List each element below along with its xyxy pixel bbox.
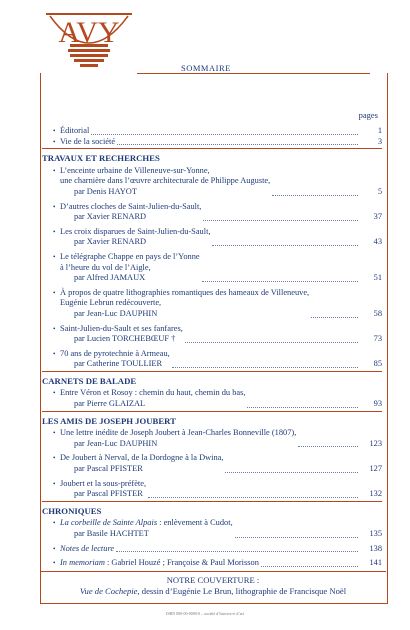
toc-entry-page: 138 <box>369 543 382 553</box>
section-rule <box>42 371 382 372</box>
bullet-icon: • <box>53 252 56 261</box>
toc-entry-text <box>52 349 170 370</box>
toc-entry-text <box>52 202 201 223</box>
toc-entry-author: par Lucien TORCHEBŒUF † <box>74 334 176 344</box>
toc-entry-title-line: Eugénie Lebrun redécouverte, <box>60 298 162 308</box>
toc-entry-text <box>52 558 259 569</box>
leader-dots <box>172 367 358 368</box>
cover-title: NOTRE COUVERTURE : <box>166 575 260 585</box>
toc-entry-text <box>52 388 245 409</box>
toc-entry-author: par Pierre GLAIZAL <box>74 399 146 409</box>
toc-entry-title-line: une charnière dans l’œuvre architecturale de Philippe Auguste, <box>60 176 271 186</box>
leader-dots <box>225 472 358 473</box>
toc-entry-page: 132 <box>369 489 382 499</box>
toc-entry <box>42 324 382 345</box>
toc-entry-text <box>52 227 210 248</box>
toc-entry <box>42 544 382 555</box>
toc-entry-title-line: Une lettre inédite de Joseph Joubert à Jean-Charles Bonneville (1807), <box>60 428 297 438</box>
leader-dots <box>202 281 358 282</box>
toc-entry-italic-title: La corbeille de Sainte Alpais <box>60 518 158 528</box>
bullet-icon: • <box>53 389 56 398</box>
toc-entry-page: 123 <box>369 438 382 448</box>
bullet-icon: • <box>53 288 56 297</box>
section-heading: CARNETS DE BALADE <box>42 375 137 386</box>
bullet-icon: • <box>53 519 56 528</box>
toc-entry-page: 1 <box>377 126 382 135</box>
toc-entry-text <box>52 324 183 345</box>
toc-entry <box>42 388 382 409</box>
leader-dots <box>91 134 358 135</box>
toc-entry-text <box>52 137 115 148</box>
toc-entry <box>42 202 382 223</box>
toc-entry-page: 37 <box>373 212 382 222</box>
section-rule <box>42 411 382 412</box>
toc-entry-title-line: L’enceinte urbaine de Villeneuve-sur-Yonne, <box>60 165 210 175</box>
toc-entry-title-rest: : Gabriel Houzé ; Françoise & Paul Morisson <box>104 558 259 568</box>
page-title: SOMMAIRE <box>178 63 234 73</box>
toc-entry <box>42 558 382 569</box>
leader-dots <box>117 144 358 145</box>
footer-note: ISBN 000-00-0000-0 – société d’histoire et d’art <box>166 611 244 616</box>
bullet-icon: • <box>53 544 56 553</box>
toc-entry-author: par Alfred JAMAUX <box>74 273 146 283</box>
toc-entry-author: par Jean-Luc DAUPHIN <box>74 308 158 318</box>
toc-entry-page: 51 <box>373 273 382 283</box>
section-heading: CHRONIQUES <box>42 505 102 516</box>
toc-entry <box>42 137 382 148</box>
toc-entry-page: 73 <box>373 334 382 344</box>
leader-dots <box>235 537 358 538</box>
toc-entry-author: par Catherine TOULLIER <box>74 359 163 369</box>
leader-dots <box>247 407 358 408</box>
toc-entry-title-line: Les croix disparues de Saint-Julien-du-Sault, <box>60 226 211 236</box>
toc-entry-page: 85 <box>373 359 382 369</box>
toc-entry <box>42 453 382 474</box>
toc-entry-title-line: Saint-Julien-du-Sault et ses fanfares, <box>60 323 183 333</box>
bullet-icon: • <box>53 227 56 236</box>
section-heading: TRAVAUX ET RECHERCHES <box>42 153 160 164</box>
toc-entry <box>42 349 382 370</box>
bullet-icon: • <box>53 137 56 146</box>
toc-entry-title-line: Le télégraphe Chappe en pays de l’Yonne <box>60 251 200 261</box>
table-of-contents <box>42 126 382 569</box>
toc-entry-author: par Xavier RENARD <box>74 237 147 247</box>
cover-caption <box>40 586 386 596</box>
toc-entry-title-line: 70 ans de pyrotechnie à Armeau, <box>60 348 170 358</box>
toc-entry-text <box>52 288 309 320</box>
pages-column-label: pages <box>358 110 378 120</box>
bullet-icon: • <box>53 429 56 438</box>
toc-entry-text <box>52 453 223 474</box>
toc-entry-page: 141 <box>369 558 382 568</box>
toc-entry-page: 43 <box>373 237 382 247</box>
leader-dots <box>185 342 358 343</box>
bullet-icon: • <box>53 202 56 211</box>
toc-entry <box>42 227 382 248</box>
bullet-icon: • <box>53 559 56 568</box>
toc-entry-page: 3 <box>377 136 382 146</box>
toc-entry <box>42 126 382 137</box>
society-logo <box>40 8 138 78</box>
toc-entry <box>42 288 382 320</box>
toc-entry-author: par Basile HACHTET <box>74 529 149 538</box>
toc-entry-text <box>52 428 296 449</box>
toc-entry-page: 5 <box>377 186 382 196</box>
toc-entry-text <box>52 518 233 539</box>
cover-rule <box>40 571 386 572</box>
toc-entry-page: 93 <box>373 399 382 409</box>
section-heading: LES AMIS DE JOSEPH JOUBERT <box>42 415 176 426</box>
leader-dots <box>203 220 358 221</box>
toc-entry-author: par Pascal PFISTER <box>74 464 143 474</box>
toc-entry-title-line: D’autres cloches de Saint-Julien-du-Sault, <box>60 201 202 211</box>
toc-entry-title: Vie de la société <box>60 136 116 146</box>
toc-entry-title-line: De Joubert à Nerval, de la Dordogne à la Dwina, <box>60 453 224 463</box>
svg-text:AVY: AVY <box>58 16 120 49</box>
bullet-icon: • <box>53 454 56 463</box>
toc-entry-title-line: Entre Véron et Rosoy : chemin du haut, chemin du bas, <box>60 388 246 398</box>
leader-dots <box>311 317 358 318</box>
toc-entry <box>42 518 382 539</box>
toc-entry-title-line: à l’heure du vol de l’Aigle, <box>60 262 151 272</box>
toc-entry-text <box>52 166 270 198</box>
leader-dots <box>261 566 358 567</box>
leader-dots <box>212 245 358 246</box>
bullet-icon: • <box>53 324 56 333</box>
bullet-icon: • <box>53 349 56 358</box>
toc-entry-italic-title: Notes de lecture <box>60 543 115 553</box>
toc-entry-title: Éditorial <box>60 126 90 135</box>
toc-entry-title-line <box>60 518 233 529</box>
bullet-icon: • <box>53 127 56 135</box>
bullet-icon: • <box>53 479 56 488</box>
toc-entry-title-line: Joubert et la sous-préfète, <box>60 478 147 488</box>
toc-entry <box>42 166 382 198</box>
toc-entry-page: 127 <box>369 464 382 474</box>
toc-entry-text <box>52 252 200 284</box>
toc-entry-italic-title: In memoriam <box>60 558 105 568</box>
toc-entry <box>42 479 382 500</box>
toc-entry-text <box>52 126 89 137</box>
toc-entry-author: par Xavier RENARD <box>74 212 147 222</box>
bullet-icon: • <box>53 166 56 175</box>
toc-entry-page: 135 <box>369 529 382 538</box>
toc-entry-page: 58 <box>373 308 382 318</box>
cover-caption-text: , dessin d’Eugénie Le Brun, lithographie de Francisque Noël <box>137 586 347 596</box>
section-rule <box>42 148 382 149</box>
toc-entry-title-line <box>60 558 259 569</box>
toc-entry <box>42 428 382 449</box>
leader-dots <box>148 497 358 498</box>
toc-entry-author: par Pascal PFISTER <box>74 489 143 499</box>
cover-caption-italic: Vue de Cochepie <box>79 586 138 596</box>
leader-dots <box>272 195 358 196</box>
toc-entry-title-line: À propos de quatre lithographies romantiques des hameaux de Villeneuve, <box>60 287 310 297</box>
leader-dots <box>116 551 358 552</box>
toc-entry-title-line <box>60 544 114 555</box>
toc-entry-author: par Denis HAYOT <box>74 186 137 196</box>
leader-dots <box>298 446 358 447</box>
section-rule <box>42 501 382 502</box>
toc-entry-author: par Jean-Luc DAUPHIN <box>74 438 158 448</box>
toc-entry-text <box>52 479 146 500</box>
toc-entry-text <box>52 544 114 555</box>
toc-entry-title-rest: : enlèvement à Cudot, <box>157 518 233 528</box>
toc-entry <box>42 252 382 284</box>
